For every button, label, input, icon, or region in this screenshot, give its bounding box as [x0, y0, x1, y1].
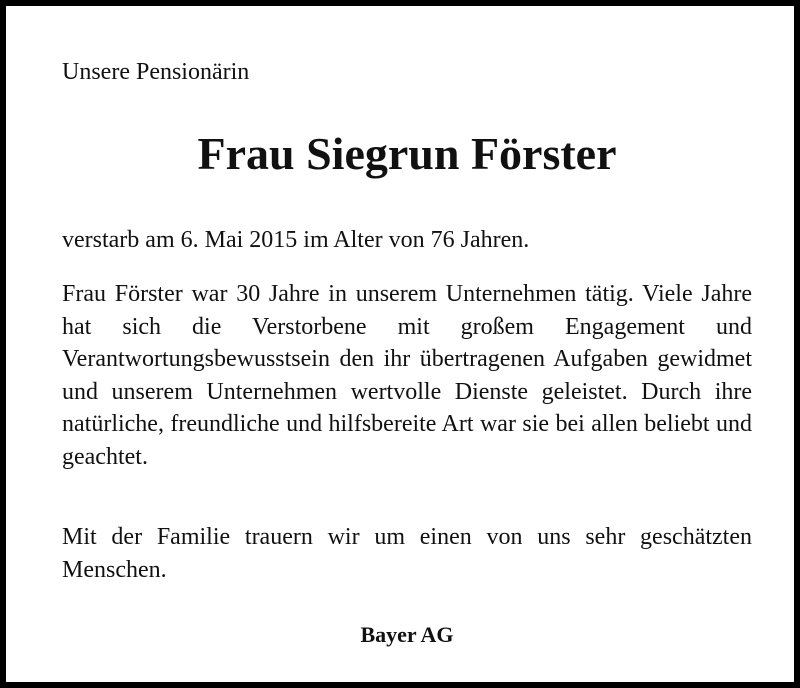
tribute-paragraph: Frau Förster war 30 Jahre in unserem Unternehmen tätig. Viele Jahre hat sich die Verstorbene mit großem Engagement und Verantwortungsbewusstsein den ihr übertragenen Aufgaben gewidmet und unserem Unternehmen wertvolle Dienste geleistet. Durch ihre natürliche, freundliche und hilfsbereite Art war sie bei allen beliebt und geachtet. [62, 281, 752, 470]
condolence-paragraph: Mit der Familie trauern wir um einen von uns sehr geschätzten Menschen. [62, 524, 752, 583]
deceased-name: Frau Siegrun Förster [197, 128, 617, 179]
death-line: verstarb am 6. Mai 2015 im Alter von 76 Jahren. [62, 227, 530, 253]
company-signature: Bayer AG [360, 622, 454, 647]
intro-line: Unsere Pensionärin [62, 59, 250, 85]
